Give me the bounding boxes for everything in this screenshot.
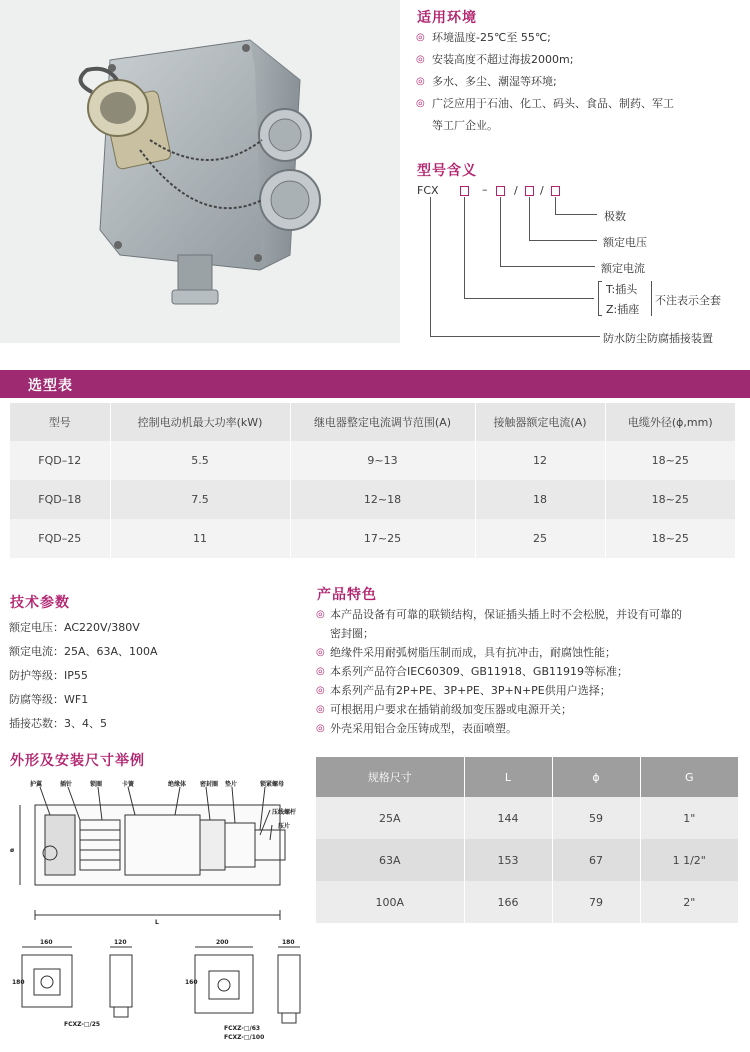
callout-label: 锁紧螺母 <box>260 781 285 788</box>
selection-title: 选型表 <box>28 378 73 394</box>
table-cell: FQD–25 <box>10 519 110 558</box>
bullet-icon: ◎ <box>416 76 425 87</box>
table-cell: 100A <box>316 881 464 923</box>
list-item <box>316 643 682 662</box>
callout-label: 压片 <box>278 823 291 830</box>
list-item <box>316 605 682 624</box>
env-item-text: 环境温度-25℃至 55℃; <box>432 31 551 44</box>
model-box-current <box>496 186 505 196</box>
bullet-icon: ◎ <box>316 704 325 715</box>
label-not-noted: 不注表示全套 <box>655 294 721 307</box>
table-cell: 18~25 <box>605 480 735 519</box>
leader-line <box>430 197 431 337</box>
env-item-continuation: 等工厂企业。 <box>432 119 498 132</box>
list-item <box>316 681 682 700</box>
table-cell: 18 <box>475 480 605 519</box>
leader-line <box>464 298 594 299</box>
table-row <box>10 519 735 558</box>
table-cell: 1 1/2" <box>640 839 738 881</box>
col-header: 接触器额定电流(A) <box>475 403 605 441</box>
table-cell: 18~25 <box>605 519 735 558</box>
plug-socket-illustration <box>0 0 400 343</box>
list-item <box>416 27 674 49</box>
tech-title: 技术参数 <box>10 595 70 611</box>
install-title: 外形及安装尺寸举例 <box>10 753 145 769</box>
table-cell: 25A <box>316 797 464 839</box>
list-item <box>316 662 682 681</box>
table-cell: 5.5 <box>110 441 290 480</box>
list-item <box>316 624 682 643</box>
env-item-text: 安装高度不超过海拔2000m; <box>432 53 574 66</box>
list-item <box>416 93 674 137</box>
list-item <box>416 71 674 93</box>
label-plug: T:插头 <box>606 283 638 296</box>
list-item <box>316 700 682 719</box>
product-photo <box>0 0 400 343</box>
dim-label: 180 <box>12 979 25 986</box>
model-dash: – <box>482 183 488 196</box>
selection-table <box>10 403 735 558</box>
model-slash-2: / <box>540 184 544 197</box>
model-box-voltage <box>525 186 534 196</box>
col-header: 型号 <box>10 403 110 441</box>
table-row <box>10 441 735 480</box>
drawing-caption: FCXZ-□/25 <box>64 1021 101 1028</box>
table-cell: 11 <box>110 519 290 558</box>
col-header: 继电器整定电流调节范围(A) <box>290 403 475 441</box>
bullet-icon: ◎ <box>416 54 425 65</box>
diameter-label: ø <box>10 847 15 854</box>
bracket-line <box>598 281 599 316</box>
col-header: 规格尺寸 <box>316 757 464 797</box>
leader-line <box>500 197 501 266</box>
col-header: ϕ <box>552 757 640 797</box>
table-row <box>316 839 738 881</box>
col-header: G <box>640 757 738 797</box>
table-row <box>316 797 738 839</box>
leader-line <box>555 197 556 215</box>
table-cell: 67 <box>552 839 640 881</box>
callout-label: 绝缘体 <box>168 781 187 788</box>
table-cell: 1" <box>640 797 738 839</box>
bullet-icon: ◎ <box>316 647 325 658</box>
feature-text: 外壳采用铝合金压铸成型，表面喷塑。 <box>330 722 517 735</box>
leader-line <box>529 240 597 241</box>
model-box-type <box>460 186 469 196</box>
label-current: 额定电流 <box>601 262 645 275</box>
table-cell: 25 <box>475 519 605 558</box>
callout-label: 卡簧 <box>122 781 135 788</box>
table-header-row <box>316 757 738 797</box>
label-socket: Z:插座 <box>606 303 640 316</box>
dim-label: 120 <box>114 939 127 946</box>
callout-label: 锁圈 <box>90 781 103 788</box>
table-cell: 9~13 <box>290 441 475 480</box>
label-device: 防水防尘防腐插接装置 <box>603 332 713 345</box>
bracket-line <box>651 281 652 316</box>
dim-label: 160 <box>185 979 198 986</box>
bullet-icon: ◎ <box>416 32 425 43</box>
table-row <box>316 881 738 923</box>
table-cell: 59 <box>552 797 640 839</box>
list-item <box>416 49 674 71</box>
table-cell: 17~25 <box>290 519 475 558</box>
tech-param-cores: 插接芯数：3、4、5 <box>9 717 107 730</box>
features-title: 产品特色 <box>317 587 377 603</box>
table-cell: FQD–18 <box>10 480 110 519</box>
dim-label: 200 <box>216 939 229 946</box>
table-cell: 79 <box>552 881 640 923</box>
callout-label: 垫片 <box>225 781 238 788</box>
tech-params <box>9 616 158 736</box>
feature-text: 可根据用户要求在插销前级加变压器或电源开关； <box>330 703 572 716</box>
table-cell: 7.5 <box>110 480 290 519</box>
feature-text: 绝缘件采用耐弧树脂压制而成，具有抗冲击，耐腐蚀性能； <box>330 646 616 659</box>
table-cell: 18~25 <box>605 441 735 480</box>
bullet-icon: ◎ <box>316 685 325 696</box>
feature-text: 本系列产品有2P+PE、3P+PE、3P+N+PE供用户选择； <box>330 684 611 697</box>
bullet-icon: ◎ <box>316 723 325 734</box>
feature-text: 本系列产品符合IEC60309、GB11918、GB11919等标准； <box>330 665 628 678</box>
dim-label: 180 <box>282 939 295 946</box>
col-header: L <box>464 757 552 797</box>
leader-line <box>555 214 597 215</box>
table-cell: 144 <box>464 797 552 839</box>
table-header-row <box>10 403 735 441</box>
table-row <box>10 480 735 519</box>
callout-label: 插针 <box>60 781 73 788</box>
feature-text: 本产品设备有可靠的联锁结构，保证插头插上时不会松脱，并设有可靠的 <box>330 608 682 621</box>
list-item <box>316 719 682 738</box>
table-cell: 2" <box>640 881 738 923</box>
bullet-icon: ◎ <box>416 98 425 109</box>
table-cell: 153 <box>464 839 552 881</box>
table-cell: 12~18 <box>290 480 475 519</box>
label-poles: 极数 <box>604 210 626 223</box>
selection-title-bar <box>0 370 750 398</box>
model-box-poles <box>551 186 560 196</box>
cross-section-drawing <box>10 775 305 1050</box>
callout-label: 护翼 <box>30 781 43 788</box>
install-drawing <box>10 775 305 1050</box>
tech-param-protection: 防护等级：IP55 <box>9 669 88 682</box>
tech-param-current: 额定电流：25A、63A、100A <box>9 645 158 658</box>
model-slash-1: / <box>514 184 518 197</box>
leader-line <box>529 197 530 240</box>
col-header: 控制电动机最大功率(kW) <box>110 403 290 441</box>
table-cell: 63A <box>316 839 464 881</box>
table-cell: 12 <box>475 441 605 480</box>
length-label: L <box>155 919 159 926</box>
drawing-caption: FCXZ-□/63 <box>224 1025 261 1032</box>
col-header: 电缆外径(ϕ,mm) <box>605 403 735 441</box>
drawing-caption: FCXZ-□/100 <box>224 1034 265 1041</box>
callout-label: 密封圈 <box>200 781 219 788</box>
tech-param-anticorrosion: 防腐等级：WF1 <box>9 693 89 706</box>
model-title: 型号含义 <box>417 163 477 179</box>
callout-label: 压线螺杆 <box>272 809 297 816</box>
table-cell: 166 <box>464 881 552 923</box>
env-item-text: 广泛应用于石油、化工、码头、食品、制药、军工 <box>432 97 674 110</box>
env-list <box>416 27 674 137</box>
leader-line <box>430 336 600 337</box>
features-list <box>316 605 682 738</box>
env-item-text: 多水、多尘、潮湿等环境; <box>432 75 557 88</box>
table-cell: FQD–12 <box>10 441 110 480</box>
size-table <box>316 757 738 923</box>
bracket-line <box>598 281 602 282</box>
bracket-line <box>598 315 602 316</box>
env-title: 适用环境 <box>417 10 477 26</box>
tech-param-voltage: 额定电压：AC220V/380V <box>9 621 140 634</box>
label-voltage: 额定电压 <box>603 236 647 249</box>
dim-label: 160 <box>40 939 53 946</box>
bullet-icon: ◎ <box>316 609 325 620</box>
leader-line <box>500 266 595 267</box>
leader-line <box>464 197 465 299</box>
feature-continuation: 密封圈； <box>330 627 374 640</box>
model-prefix: FCX <box>417 184 439 197</box>
bullet-icon: ◎ <box>316 666 325 677</box>
